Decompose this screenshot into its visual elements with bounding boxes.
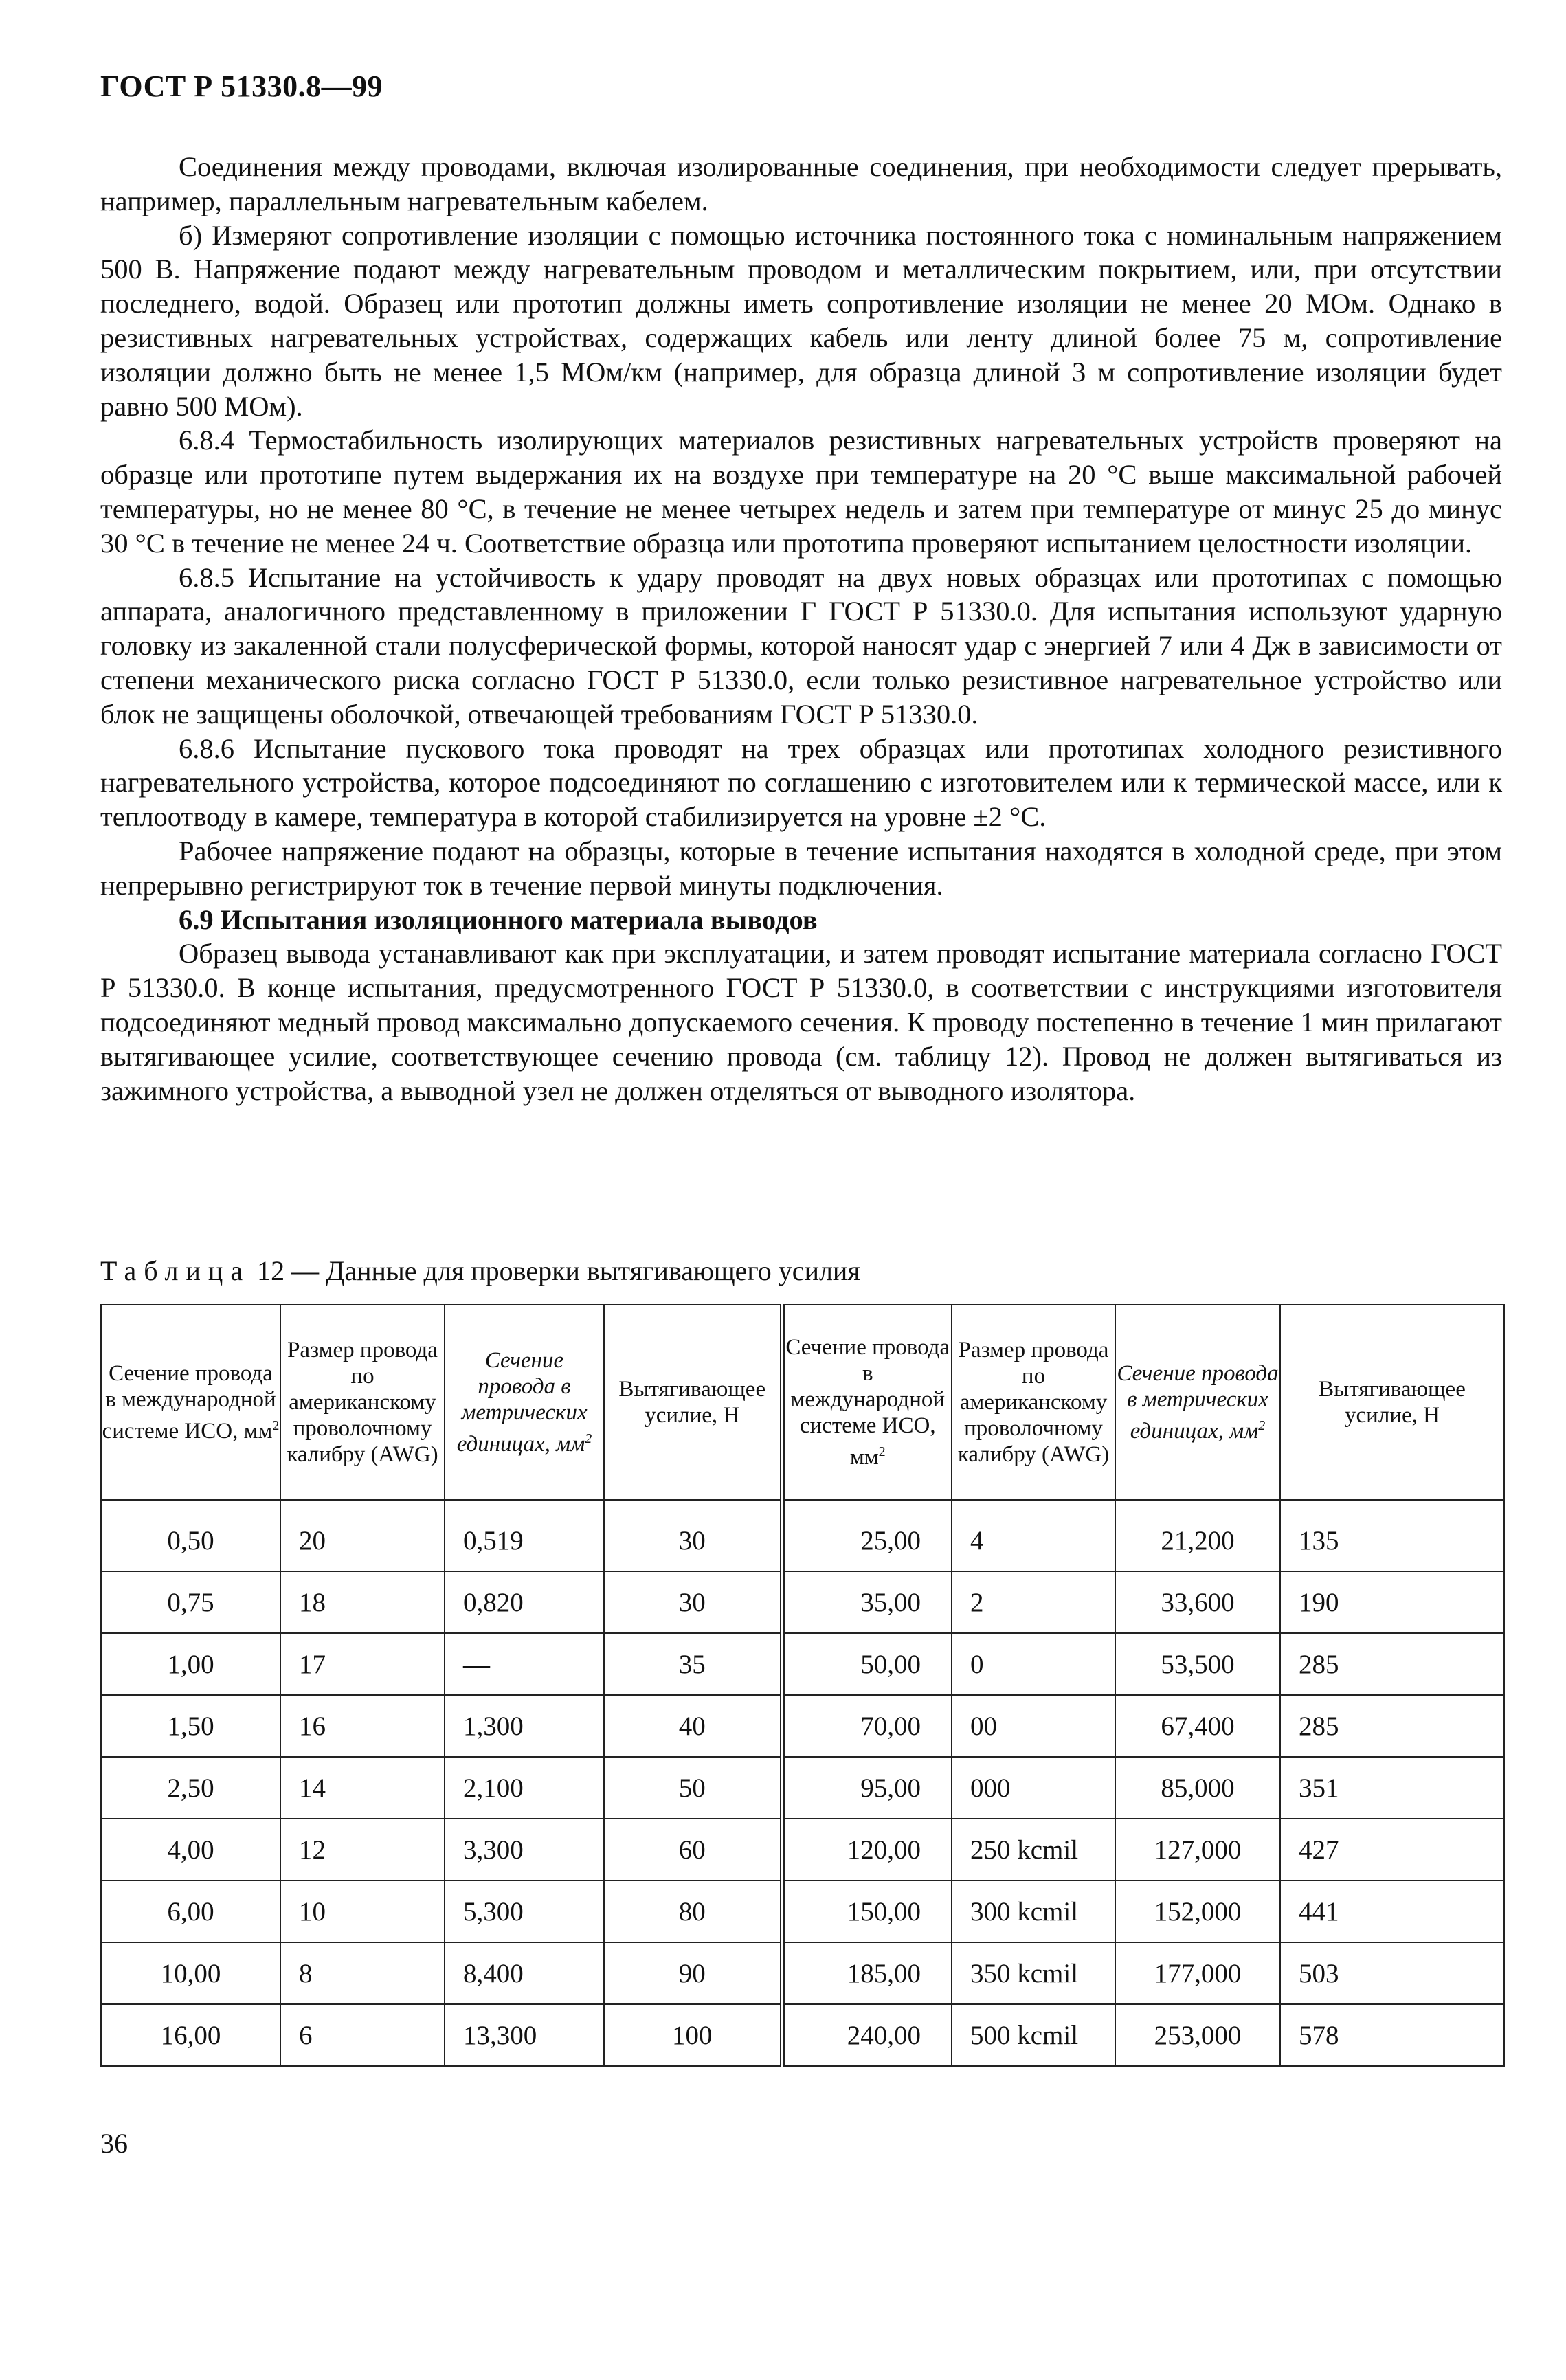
body-text bbox=[100, 150, 1502, 1108]
table-cell: 0 bbox=[952, 1633, 1115, 1695]
document-header: ГОСТ Р 51330.8—99 bbox=[100, 69, 383, 103]
header-awg: Размер провода по американскому проволочному калибру (AWG) bbox=[952, 1305, 1115, 1500]
table-cell: 53,500 bbox=[1115, 1633, 1280, 1695]
table-cell: 000 bbox=[952, 1757, 1115, 1819]
table-cell: 8 bbox=[280, 1942, 445, 2004]
paragraph: б) Измеряют сопротивление изоляции с помощью источника постоянного тока с номинальным напряжением 500 В. Напряжение подают между нагревательным проводом и металлическим покрытием, или, при отсутствии последнего, водой. Образец или прототип должны иметь сопротивление изоляции не менее 20 МОм. Однако в резистивных нагревательных устройствах, содержащих кабель или ленту длиной более 75 м, сопротивление изоляции должно быть не менее 1,5 МОм/км (например, для образца длиной 3 м сопротивление изоляции будет равно 500 МОм). bbox=[100, 219, 1502, 422]
table-cell: 21,200 bbox=[1115, 1500, 1280, 1571]
header-metric: Сечение провода в метрических единицах, $мм^2$ bbox=[445, 1305, 604, 1500]
table-row bbox=[101, 1633, 1504, 1695]
table-cell: 5,300 bbox=[445, 1881, 604, 1942]
table-cell: — bbox=[445, 1633, 604, 1695]
paragraph: 6.8.6 Испытание пускового тока проводят на трех образцах или прототипах холодного резистивного нагревательного устройства, которое подсоединяют по соглашению с изготовителем или к термической массе, или к теплоотводу в камере, температура в которой стабилизируется на уровне ±2 °С. bbox=[100, 732, 1502, 833]
table-cell: 17 bbox=[280, 1633, 445, 1695]
table-cell: 240,00 bbox=[782, 2004, 952, 2066]
table-cell: 2,100 bbox=[445, 1757, 604, 1819]
table-cell: 1,50 bbox=[101, 1695, 280, 1757]
table-cell: 10,00 bbox=[101, 1942, 280, 2004]
table-cell: 300 kcmil bbox=[952, 1881, 1115, 1942]
table-cell: 16 bbox=[280, 1695, 445, 1757]
table-cell: 351 bbox=[1280, 1757, 1504, 1819]
table-caption-text: 12 — Данные для проверки вытягивающего усилия bbox=[257, 1255, 860, 1286]
table-caption bbox=[100, 1255, 860, 1287]
table-cell: 6 bbox=[280, 2004, 445, 2066]
table-cell: 85,000 bbox=[1115, 1757, 1280, 1819]
paragraph: 6.8.5 Испытание на устойчивость к удару проводят на двух новых образцах или прототипах с помощью аппарата, аналогичного представленному в приложении Г ГОСТ Р 51330.0. Для испытания используют ударную головку из закаленной стали полусферической формы, которой наносят удар с энергией 7 или 4 Дж в зависимости от степени механического риска согласно ГОСТ Р 51330.0, если только резистивное нагревательное устройство или блок не защищены оболочкой, отвечающей требованиям ГОСТ Р 51330.0. bbox=[100, 561, 1502, 730]
table-cell: 127,000 bbox=[1115, 1819, 1280, 1881]
table-cell: 1,300 bbox=[445, 1695, 604, 1757]
table-cell: 80 bbox=[604, 1881, 782, 1942]
table-cell: 120,00 bbox=[782, 1819, 952, 1881]
section-heading: 6.9 Испытания изоляционного материала выводов bbox=[179, 903, 818, 935]
table-cell: 177,000 bbox=[1115, 1942, 1280, 2004]
table-cell: 0,519 bbox=[445, 1500, 604, 1571]
header-metric: Сечение провода в метрических единицах, $мм^2$ bbox=[1115, 1305, 1280, 1500]
table-cell: 152,000 bbox=[1115, 1881, 1280, 1942]
paragraph: Соединения между проводами, включая изолированные соединения, при необходимости следует прерывать, например, параллельным нагревательным кабелем. bbox=[100, 151, 1502, 216]
table-row bbox=[101, 1695, 1504, 1757]
table-cell: 250 kcmil bbox=[952, 1819, 1115, 1881]
table-cell: 4 bbox=[952, 1500, 1115, 1571]
table-cell: 503 bbox=[1280, 1942, 1504, 2004]
table-cell: 12 bbox=[280, 1819, 445, 1881]
table-cell: 190 bbox=[1280, 1571, 1504, 1633]
table-cell: 95,00 bbox=[782, 1757, 952, 1819]
table-cell: 13,300 bbox=[445, 2004, 604, 2066]
paragraph: 6.8.4 Термостабильность изолирующих материалов резистивных нагревательных устройств проверяют на образце или прототипе путем выдержания их на воздухе при температуре на 20 °С выше максимальной рабочей температуры, но не менее 80 °С, в течение не менее четырех недель и затем при температуре от минус 25 до минус 30 °С в течение не менее 24 ч. Соответствие образца или прототипа проверяют испытанием целостности изоляции. bbox=[100, 425, 1502, 559]
table-cell: 3,300 bbox=[445, 1819, 604, 1881]
table-row bbox=[101, 1881, 1504, 1942]
paragraph: Рабочее напряжение подают на образцы, которые в течение испытания находятся в холодной среде, при этом непрерывно регистрируют ток в течение первой минуты подключения. bbox=[100, 835, 1502, 901]
table-cell: 4,00 bbox=[101, 1819, 280, 1881]
table-cell: 30 bbox=[604, 1500, 782, 1571]
table-cell: 14 bbox=[280, 1757, 445, 1819]
table-body bbox=[101, 1500, 1504, 2066]
table-cell: 135 bbox=[1280, 1500, 1504, 1571]
table-cell: 0,820 bbox=[445, 1571, 604, 1633]
pull-force-table bbox=[100, 1304, 1505, 2067]
table-cell: 1,00 bbox=[101, 1633, 280, 1695]
table-cell: 500 kcmil bbox=[952, 2004, 1115, 2066]
table-cell: 00 bbox=[952, 1695, 1115, 1757]
table-cell: 30 bbox=[604, 1571, 782, 1633]
table-row bbox=[101, 1500, 1504, 1571]
table-cell: 578 bbox=[1280, 2004, 1504, 2066]
table-cell: 0,75 bbox=[101, 1571, 280, 1633]
table-cell: 285 bbox=[1280, 1633, 1504, 1695]
page-number: 36 bbox=[100, 2128, 128, 2159]
table-cell: 0,50 bbox=[101, 1500, 280, 1571]
table-caption-word: Таблица bbox=[100, 1255, 251, 1286]
table-cell: 35 bbox=[604, 1633, 782, 1695]
table-row bbox=[101, 1571, 1504, 1633]
table-cell: 16,00 bbox=[101, 2004, 280, 2066]
header-iso: Сечение провода в международной системе ИСО, $мм^2$ bbox=[101, 1305, 280, 1500]
table-cell: 50,00 bbox=[782, 1633, 952, 1695]
table-cell: 70,00 bbox=[782, 1695, 952, 1757]
table-cell: 427 bbox=[1280, 1819, 1504, 1881]
table-row bbox=[101, 1757, 1504, 1819]
table-cell: 90 bbox=[604, 1942, 782, 2004]
table-cell: 185,00 bbox=[782, 1942, 952, 2004]
table-cell: 6,00 bbox=[101, 1881, 280, 1942]
table-cell: 10 bbox=[280, 1881, 445, 1942]
table-cell: 2,50 bbox=[101, 1757, 280, 1819]
table-row bbox=[101, 1819, 1504, 1881]
table-cell: 441 bbox=[1280, 1881, 1504, 1942]
table-cell: 285 bbox=[1280, 1695, 1504, 1757]
header-force: Вытягивающее усилие, Н bbox=[1280, 1305, 1504, 1500]
paragraph: Образец вывода устанавливают как при эксплуатации, и затем проводят испытание материала согласно ГОСТ Р 51330.0. В конце испытания, предусмотренного ГОСТ Р 51330.0, в соответствии с инструкциями изготовителя подсоединяют медный провод максимально допускаемого сечения. К проводу постепенно в течение 1 мин прилагают вытягивающее усилие, соответствующее сечению провода (см. таблицу 12). Провод не должен вытягиваться из зажимного устройства, а выводной узел не должен отделяться от выводного изолятора. bbox=[100, 938, 1502, 1106]
table-cell: 35,00 bbox=[782, 1571, 952, 1633]
table-cell: 253,000 bbox=[1115, 2004, 1280, 2066]
table-cell: 18 bbox=[280, 1571, 445, 1633]
table-cell: 350 kcmil bbox=[952, 1942, 1115, 2004]
table-cell: 100 bbox=[604, 2004, 782, 2066]
table-cell: 2 bbox=[952, 1571, 1115, 1633]
table-cell: 40 bbox=[604, 1695, 782, 1757]
table-cell: 20 bbox=[280, 1500, 445, 1571]
header-iso: Сечение провода в международной системе ИСО, $мм^2$ bbox=[782, 1305, 952, 1500]
table-cell: 67,400 bbox=[1115, 1695, 1280, 1757]
table-row bbox=[101, 2004, 1504, 2066]
table-cell: 50 bbox=[604, 1757, 782, 1819]
table-row bbox=[101, 1942, 1504, 2004]
table-cell: 150,00 bbox=[782, 1881, 952, 1942]
table-cell: 33,600 bbox=[1115, 1571, 1280, 1633]
table-header-row bbox=[101, 1305, 1504, 1500]
table-cell: 8,400 bbox=[445, 1942, 604, 2004]
table-cell: 25,00 bbox=[782, 1500, 952, 1571]
table-cell: 60 bbox=[604, 1819, 782, 1881]
header-awg: Размер провода по американскому проволочному калибру (AWG) bbox=[280, 1305, 445, 1500]
header-force: Вытягивающее усилие, Н bbox=[604, 1305, 782, 1500]
